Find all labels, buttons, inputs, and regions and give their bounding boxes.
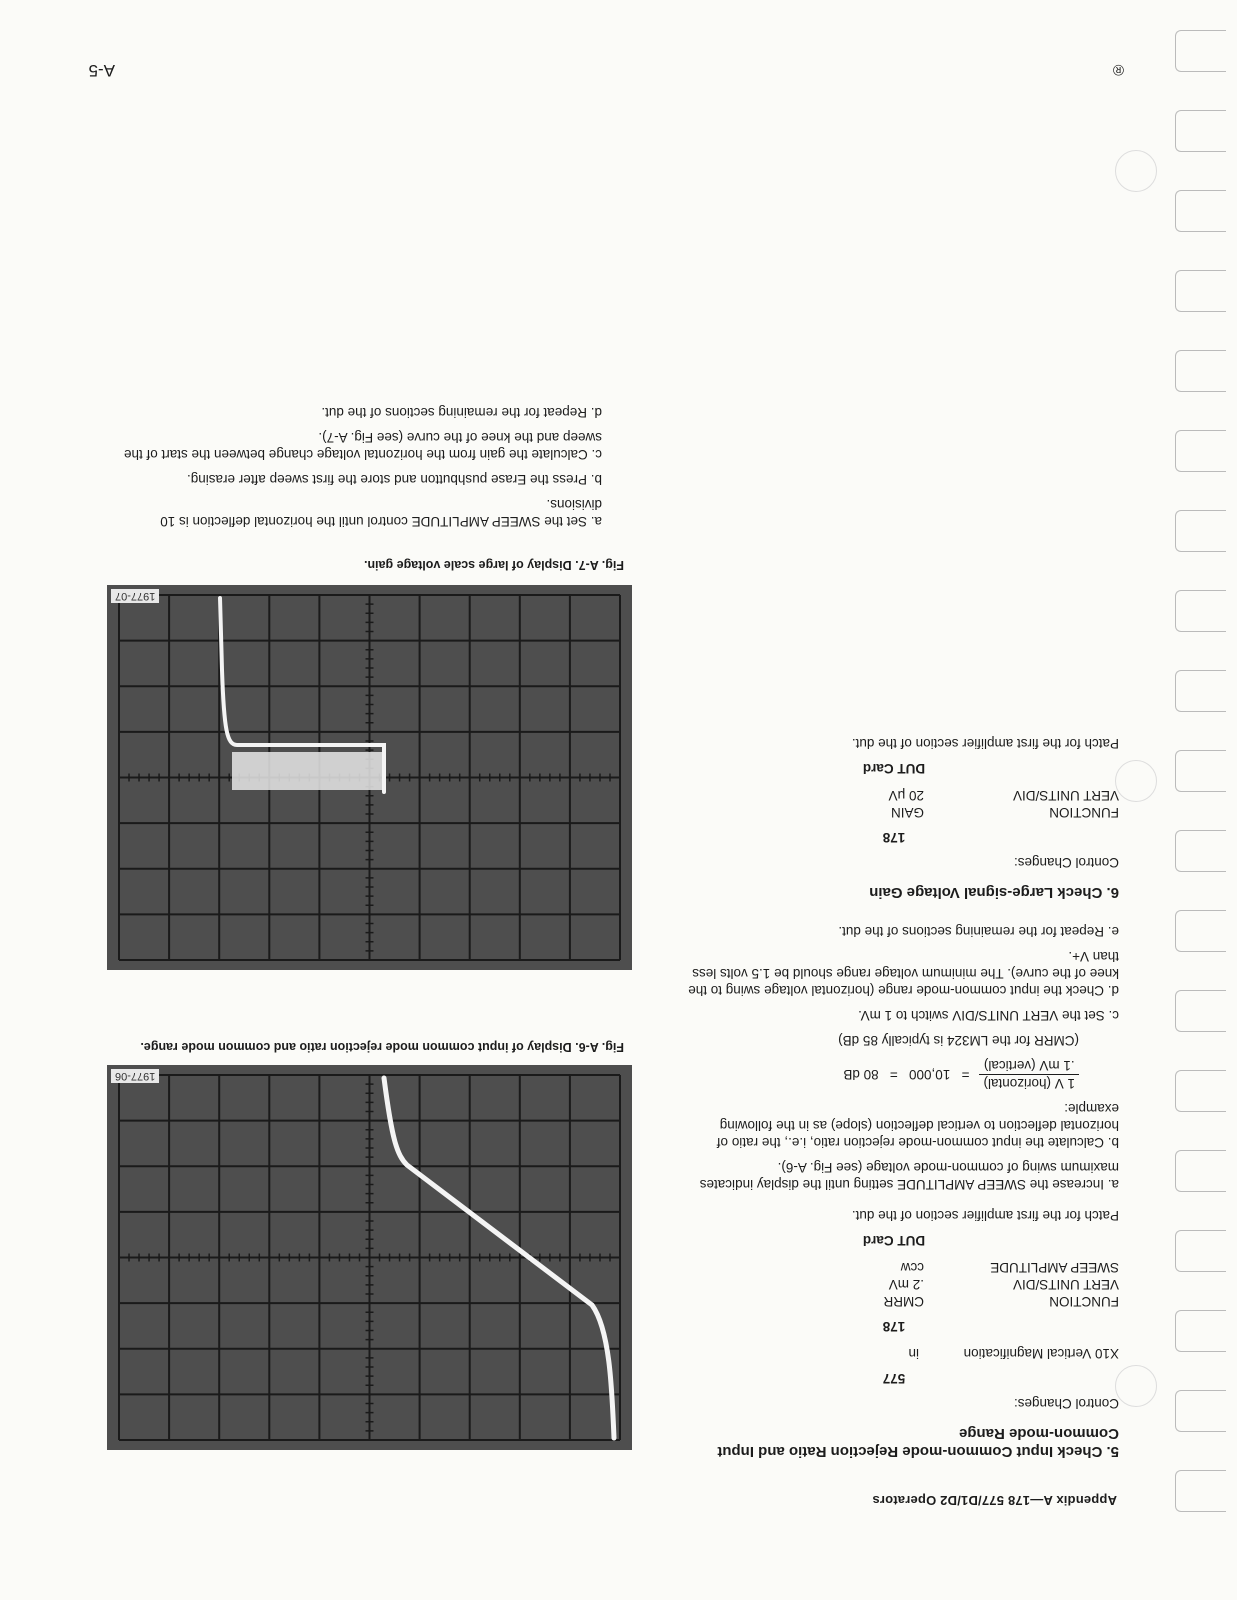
control-changes-label: Control Changes: [1013, 855, 1119, 870]
figure-a7-caption: Fig. A-7. Display of large scale voltage gain. [363, 558, 624, 572]
cmrr-note: (CMRR for the LM324 is typically 85 dB) [838, 1033, 1079, 1048]
binder-tab [1175, 1230, 1226, 1272]
binder-tab [1175, 30, 1226, 72]
step-d: d. Check the input common-mode range (horizontal voltage swing to the knee of the curve). The minimum voltage range should be 1.5 volts less than V+. [688, 949, 1119, 998]
binder-tab [1175, 190, 1226, 232]
binder-tab [1175, 910, 1226, 952]
control-changes-label: Control Changes: [1013, 1396, 1119, 1411]
punch-hole [1115, 760, 1157, 802]
dut-card-heading: DUT Card [862, 1233, 926, 1248]
oscilloscope-photo-fig-a6 [107, 1065, 632, 1450]
cmrr-formula [669, 1057, 1079, 1092]
figure-id-label: 1977-06 [111, 1069, 159, 1083]
controls-178 [669, 1259, 1119, 1310]
page-header: Appendix A—178 577/D1/D2 Operators [872, 1493, 1117, 1508]
formula-numerator: 1 V (horizontal) [979, 1074, 1079, 1092]
control-value: ccw [900, 1260, 924, 1275]
formula-fraction [979, 1057, 1079, 1092]
figure-a6-caption: Fig. A-6. Display of input common mode rejection ratio and common mode range. [140, 1040, 624, 1054]
dut-card-heading: DUT Card [862, 761, 926, 776]
step-a: a. Set the SWEEP AMPLITUDE control until the horizontal deflection is 10 divisions. [160, 497, 602, 529]
control-name: X10 Vertical Magnification [963, 1346, 1119, 1361]
control-name: SWEEP AMPLITUDE [990, 1260, 1119, 1275]
step-c: c. Calculate the gain from the horizontal voltage change between the start of the sweep and the knee of the curve (see Fig. A-7). [123, 430, 602, 462]
step-d: d. Repeat for the remaining sections of the dut. [321, 405, 602, 420]
binder-margin [1175, 0, 1237, 1600]
scope-graticule-fig-a7 [107, 585, 632, 970]
sub-heading-178: 178 [882, 830, 906, 845]
sub-heading-178: 178 [882, 1319, 906, 1334]
binder-tab [1175, 1070, 1226, 1112]
control-value: CMRR [883, 1294, 924, 1309]
controls-577 [669, 1345, 1119, 1362]
punch-hole [1115, 1365, 1157, 1407]
patch-instruction: Patch for the first amplifier section of the dut. [851, 1208, 1119, 1223]
control-name: FUNCTION [1049, 1294, 1119, 1309]
binder-tab [1175, 110, 1226, 152]
section-5-title: 5. Check Input Common-mode Rejection Ratio and Input Common-mode Range [717, 1425, 1119, 1460]
step-b: b. Press the Erase pushbutton and store the first sweep after erasing. [187, 472, 602, 487]
formula-result: = 10,000 = 80 dB [843, 1067, 970, 1082]
binder-tab [1175, 750, 1226, 792]
binder-tab [1175, 590, 1226, 632]
patch-instruction: Patch for the first amplifier section of the dut. [851, 736, 1119, 751]
binder-tab [1175, 270, 1226, 312]
control-value: GAIN [890, 805, 924, 820]
step-e: e. Repeat for the remaining sections of the dut. [838, 924, 1119, 939]
binder-tab [1175, 990, 1226, 1032]
binder-tab [1175, 830, 1226, 872]
figure-id-label: 1977-07 [111, 589, 159, 603]
control-name: FUNCTION [1049, 805, 1119, 820]
scope-graticule-fig-a6 [107, 1065, 632, 1450]
step-b: b. Calculate the input common-mode rejection ratio, i.e., the ratio of horizontal deflection to vertical deflection (slope) as in the following example: [716, 1101, 1119, 1150]
section-6-steps [117, 396, 602, 530]
registered-mark: ® [1112, 61, 1124, 78]
binder-tab [1175, 1390, 1226, 1432]
binder-tab [1175, 1150, 1226, 1192]
trace-noise-band [232, 752, 382, 790]
sub-heading-577: 577 [882, 1371, 906, 1386]
section-6-title: 6. Check Large-signal Voltage Gain [869, 884, 1119, 901]
binder-tab [1175, 350, 1226, 392]
binder-tab [1175, 1470, 1226, 1512]
control-name: VERT UNITS/DIV [1012, 788, 1119, 803]
section-5 [669, 727, 1119, 1460]
binder-tab [1175, 670, 1226, 712]
control-name: VERT UNITS/DIV [1012, 1277, 1119, 1292]
page-number: A-5 [88, 61, 115, 80]
binder-tab [1175, 1310, 1226, 1352]
control-value: .2 mV [888, 1277, 924, 1292]
control-value: 20 μV [888, 788, 924, 803]
formula-denominator: .1 mV (vertical) [983, 1058, 1075, 1073]
step-a: a. Increase the SWEEP AMPLITUDE setting until the display indicates maximum swing of common-mode voltage (see Fig. A-6). [699, 1160, 1119, 1192]
controls-178-gain [669, 787, 1119, 821]
control-value: in [908, 1346, 919, 1361]
punch-hole [1115, 150, 1157, 192]
binder-tab [1175, 510, 1226, 552]
binder-tab [1175, 430, 1226, 472]
step-c: c. Set the VERT UNITS/DIV switch to 1 mV. [858, 1008, 1119, 1023]
oscilloscope-photo-fig-a7 [107, 585, 632, 970]
